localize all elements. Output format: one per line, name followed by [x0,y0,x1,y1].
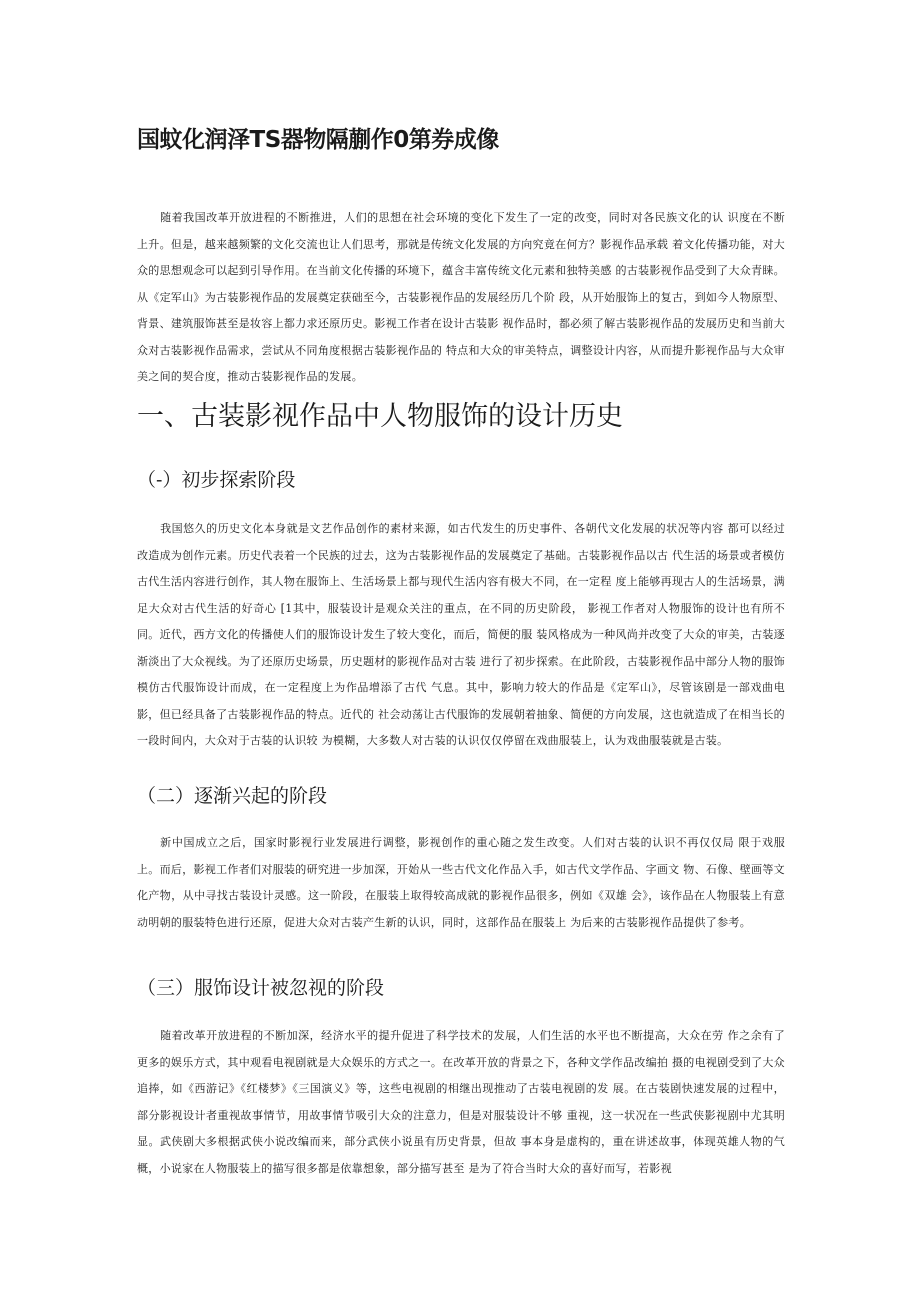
subsection-heading-3: （三）服饰设计被忽视的阶段 [137,977,385,999]
document-title: 国蚊化润泽TS器物隔蒯作0第券成像 [137,127,499,153]
section-heading: 一、古装影视作品中人物服饰的设计历史 [137,401,623,432]
intro-paragraph: 随着我国改革开放进程的不断推进，人们的思想在社会环境的变化下发生了一定的改变，同时对各民族文化的认 识度在不断上升。但是，越来越频繁的文化交流也让人们思考，那就是传统文化发展的方向究竟在何方？影视作品承载 着文化传播功能，对大众的思想观念可以起到引导作用。在当前文化传播的环境下，蕴含丰富传统文化元素和独特美感 的古装影视作品受到了大众青睐。从《定军山》为古装影视作品的发展奠定获础至今，古装影视作品的发展经历几个阶 段，从开始服饰上的复古，到如今人物原型、背景、建筑服饰甚至是妆容上都力求还原历史。影视工作者在设计古装影 视作品时，都必须了解古装影视作品的发展历史和当前大众对古装影视作品需求，尝试从不同角度根据古装影视作品的 特点和大众的审美特点，调整设计内容，从而提升影视作品与大众审美之间的契合度，推动古装影视作品的发展。 [137,211,785,383]
subsection-heading-1: （-）初步探索阶段 [137,469,296,491]
subsection-2-paragraph: 新中国成立之后，国家时影视行业发展进行调整，影视创作的重心随之发生改变。人们对古装的认识不再仅仅局 限于戏服上。而后，影视工作者们对服装的研究进一步加深，开始从一些古代文化作品入手，如古代文学作品、字画文 物、石像、壁画等文化产物，从中寻找古装设计灵感。这一阶段，在服装上取得较高成就的影视作品很多，例如《双雄 会》，该作品在人物服装上有意动明朝的服装特色进行还原，促进大众对古装产生新的认识，同时，这部作品在服装上 为后来的古装影视作品提供了参考。 [137,836,785,929]
subsection-heading-2: （二）逐渐兴起的阶段 [137,785,328,807]
subsection-3-paragraph: 随着改革开放进程的不断加深，经济水平的提升促进了科学技术的发展，人们生活的水平也不断提高，大众在劳 作之余有了更多的娱乐方式，其中观看电视剧就是大众娱乐的方式之一。在改革开放的背景之下，各种文学作品改编拍 摄的电视剧受到了大众追捧，如《西游记》《红楼梦》《三国演义》等，这些电视剧的相继出现推动了古装电视剧的发 展。在古装剧快速发展的过程中，部分影视设计者重视故事情节，用故事情节吸引大众的注意力，但是对服装设计不够 重视，这一状况在一些武侠影视剧中尤其明显。武侠剧大多根据武侠小说改编而来，部分武侠小说虽有历史背景，但故 事本身是虚构的，重在讲述故事，体现英雄人物的气概，小说家在人物服装上的描写很多都是依靠想象，部分描写甚至 是为了符合当时大众的喜好而写，若影视 [137,1029,785,1175]
subsection-1-paragraph: 我国悠久的历史文化本身就是文艺作品创作的素材来源，如古代发生的历史事件、各朝代文化发展的状况等内容 都可以经过改造成为创作元素。历史代表着一个民族的过去，这为古装影视作品的发展奠定了基础。古装影视作品以古 代生活的场景或者模仿古代生活内容进行创作，其人物在服饰上、生活场景上都与现代生活内容有极大不同，在一定程 度上能够再现古人的生活场景，满足大众对古代生活的好奇心 [1其中，服装设计是观众关注的重点，在不同的历史阶段， 影视工作者对人物服饰的设计也有所不同。近代，西方文化的传播使人们的服饰设计发生了较大变化，而后，简便的服 装风格成为一种风尚并改变了大众的审美，古装逐渐淡出了大众视线。为了还原历史场景，历史题材的影视作品对古装 进行了初步探索。在此阶段，古装影视作品中部分人物的服饰模仿古代服饰设计而成，在一定程度上为作品增添了古代 气息。其中，影响力较大的作品是《定军山》，尽管该剧是一部戏曲电影，但已经具备了古装影视作品的特点。近代的 社会动荡让古代服饰的发展朝着抽象、简便的方向发展，这也就造成了在相当长的一段时间内，大众对于古装的认识较 为模糊，大多数人对古装的认识仅仅停留在戏曲服装上，认为戏曲服装就是古装。 [137,522,785,747]
